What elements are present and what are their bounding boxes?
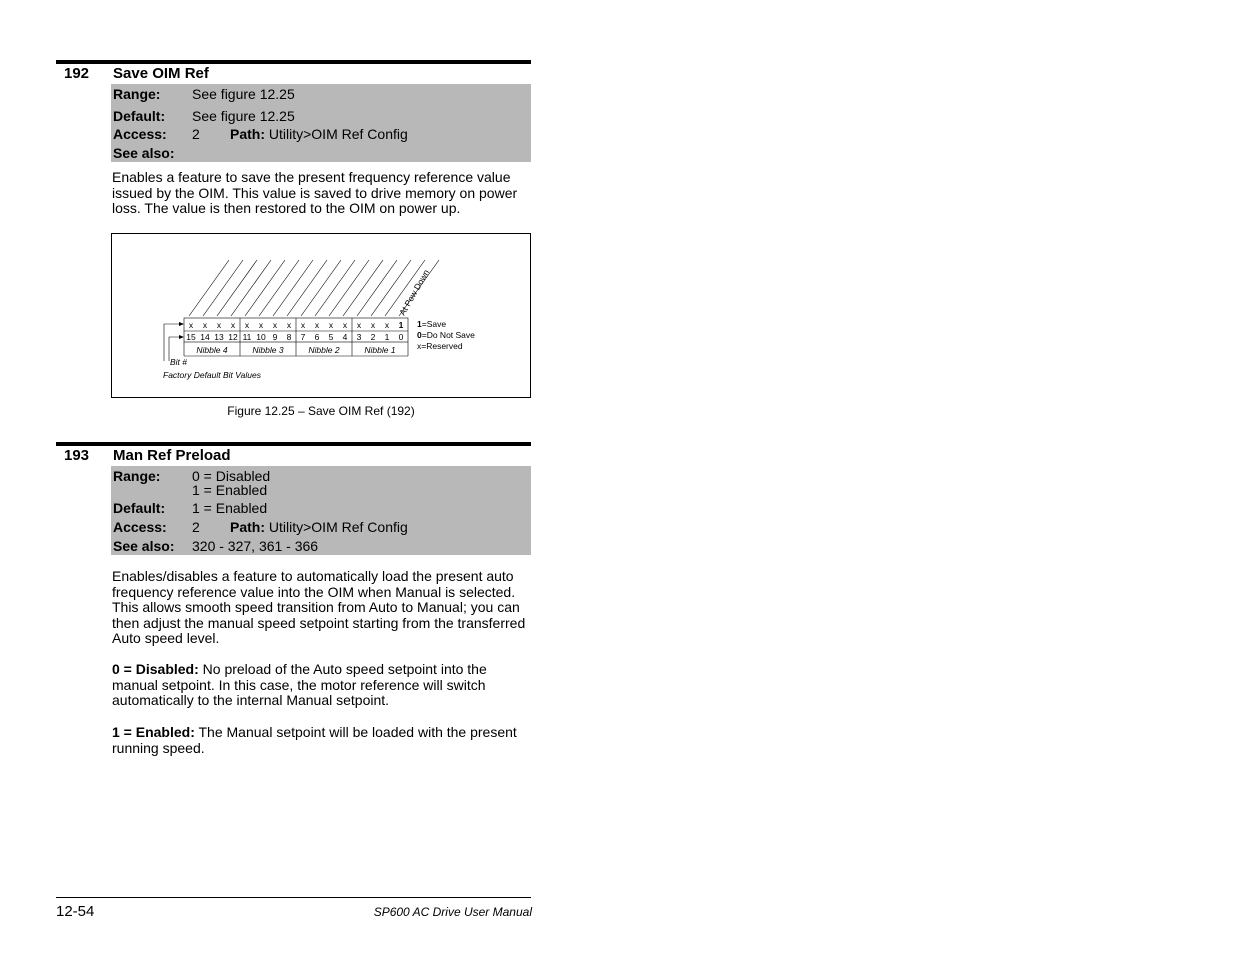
bit-default-value: x bbox=[216, 320, 222, 330]
legend-entry: x=Reserved bbox=[417, 341, 463, 351]
section-rule-192 bbox=[56, 60, 531, 64]
seealso-value: 320 - 327, 361 - 366 bbox=[192, 538, 319, 554]
bit-default-value: x bbox=[258, 320, 264, 330]
nibble-label: Nibble 4 bbox=[196, 345, 228, 355]
range-label: Range: bbox=[113, 468, 161, 484]
default-label: Default: bbox=[113, 500, 166, 516]
seealso-label: See also: bbox=[113, 145, 175, 161]
option-disabled-text bbox=[112, 662, 532, 709]
bit-number: 6 bbox=[314, 332, 320, 342]
path-label: Path: bbox=[230, 519, 265, 535]
param-192-description: Enables a feature to save the present frequency reference value issued by the OIM. This value is saved to drive memory on power loss. The value is then restored to the OIM on power up. bbox=[112, 169, 518, 217]
bit-default-value: x bbox=[300, 320, 306, 330]
bit-number: 9 bbox=[272, 332, 278, 342]
option-enabled-desc: The Manual setpoint will be loaded with the present running speed. bbox=[112, 724, 517, 756]
bit-default-value: x bbox=[342, 320, 348, 330]
bit-default-value: x bbox=[244, 320, 250, 330]
bit-default-value: x bbox=[202, 320, 208, 330]
bit-default-value: x bbox=[314, 320, 320, 330]
param-193-description: Enables/disables a feature to automatically load the present auto frequency reference value into the OIM when Manual is selected. This allows smooth speed transition from Auto to Manual; you can then adjust the manual speed setpoint starting from the transferred Auto speed level. bbox=[112, 568, 526, 647]
access-label: Access: bbox=[113, 126, 167, 142]
footer-rule bbox=[56, 897, 531, 898]
param-193-info-box bbox=[111, 466, 531, 555]
seealso-label: See also: bbox=[113, 538, 175, 554]
bit-number: 3 bbox=[356, 332, 362, 342]
section-rule-193 bbox=[56, 442, 531, 446]
bit-diagram bbox=[112, 234, 530, 397]
default-value: See figure 12.25 bbox=[192, 108, 295, 124]
bit-default-value: x bbox=[370, 320, 376, 330]
bit-default-value: x bbox=[188, 320, 194, 330]
nibble-label: Nibble 2 bbox=[308, 345, 340, 355]
nibble-label: Nibble 3 bbox=[252, 345, 284, 355]
default-label: Default: bbox=[113, 108, 166, 124]
path-value: Utility>OIM Ref Config bbox=[268, 126, 408, 142]
access-value: 2 bbox=[192, 519, 200, 535]
bit-number: 0 bbox=[398, 332, 404, 342]
access-value: 2 bbox=[192, 126, 200, 142]
range-value-1: 0 = Disabled bbox=[192, 468, 271, 484]
range-label: Range: bbox=[113, 86, 161, 102]
bit-default-value: x bbox=[356, 320, 362, 330]
manual-title: SP600 AC Drive User Manual bbox=[373, 905, 532, 919]
option-disabled-label: 0 = Disabled: bbox=[112, 661, 199, 677]
option-enabled-label: 1 = Enabled: bbox=[112, 724, 195, 740]
bit-number: 14 bbox=[200, 332, 210, 342]
nibble-label: Nibble 1 bbox=[364, 345, 396, 355]
path-row bbox=[230, 126, 408, 142]
bit-number: 8 bbox=[286, 332, 292, 342]
figure-12-25 bbox=[111, 233, 531, 398]
bit-default-value: x bbox=[384, 320, 390, 330]
param-192-info-box bbox=[111, 84, 531, 162]
legend-entry: 1=Save bbox=[417, 319, 447, 329]
param-title-193: Man Ref Preload bbox=[113, 447, 231, 464]
bit-default-value: x bbox=[328, 320, 334, 330]
bit-default-value: x bbox=[286, 320, 292, 330]
bit-number: 5 bbox=[328, 332, 334, 342]
bit-number: 2 bbox=[370, 332, 376, 342]
figure-caption: Figure 12.25 – Save OIM Ref (192) bbox=[227, 404, 415, 418]
path-value: Utility>OIM Ref Config bbox=[268, 519, 408, 535]
range-value: See figure 12.25 bbox=[192, 86, 295, 102]
bit-number: 4 bbox=[342, 332, 348, 342]
page-number: 12-54 bbox=[56, 903, 95, 920]
param-number-193: 193 bbox=[64, 447, 90, 464]
bit0-name: At Pow Down bbox=[397, 267, 432, 317]
path-row bbox=[230, 519, 408, 535]
bit-default-value: x bbox=[230, 320, 236, 330]
bit-number: 7 bbox=[300, 332, 306, 342]
param-number-192: 192 bbox=[64, 65, 90, 82]
default-value: 1 = Enabled bbox=[192, 500, 268, 516]
access-label: Access: bbox=[113, 519, 167, 535]
legend-entry: 0=Do Not Save bbox=[417, 330, 475, 340]
option-enabled-text bbox=[112, 725, 532, 756]
bit-number: 1 bbox=[384, 332, 390, 342]
bit-number: 10 bbox=[256, 332, 266, 342]
bit-number: 12 bbox=[228, 332, 238, 342]
path-label: Path: bbox=[230, 126, 265, 142]
option-disabled-desc: No preload of the Auto speed setpoint into the manual setpoint. In this case, the motor reference will switch automatically to the internal Manual setpoint. bbox=[112, 661, 487, 709]
bit-number: 15 bbox=[186, 332, 196, 342]
factory-default-label: Factory Default Bit Values bbox=[163, 370, 261, 380]
param-title-192: Save OIM Ref bbox=[113, 65, 209, 82]
bit-default-value: 1 bbox=[398, 320, 404, 330]
bit-default-value: x bbox=[272, 320, 278, 330]
bit-number: 11 bbox=[242, 332, 252, 342]
bit-number: 13 bbox=[214, 332, 224, 342]
bit-number-label: Bit # bbox=[170, 357, 188, 367]
range-value-2: 1 = Enabled bbox=[192, 482, 268, 498]
